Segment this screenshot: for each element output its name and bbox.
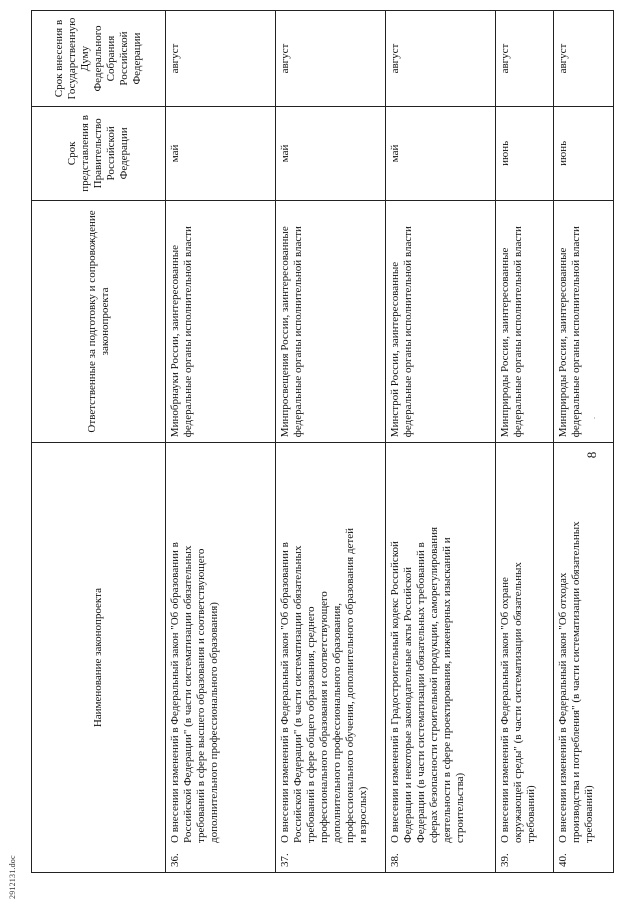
- bill-name: О внесении изменений в Градостроительный кодекс Российской Федерации и некоторые законодательные акты Российской Федерации (в части систематизации обязательных требований в сферах безопасности строительной продукции, саморегулирования деятельности в сфере проектирования, инженерных изысканий и строительства): [389, 526, 466, 843]
- responsible-cell: Минпросвещения России, заинтересованные федеральные органы исполнительной власти: [276, 200, 386, 443]
- duma-deadline-cell: август: [166, 11, 276, 107]
- duma-deadline-cell: август: [276, 11, 386, 107]
- bill-name-cell: [166, 443, 276, 873]
- row-number: 40.: [557, 853, 569, 867]
- table-header-row: [32, 11, 166, 873]
- header-duma-deadline: Срок внесения в Государственную Думу Федерального Собрания Российской Федерации: [32, 11, 166, 107]
- bill-name-cell: [386, 443, 496, 873]
- bill-name-cell: [496, 443, 554, 873]
- bill-name: О внесении изменений в Федеральный закон "Об охране окружающей среды" (в части систематизации обязательных требований): [499, 562, 537, 843]
- bill-name: О внесении изменений в Федеральный закон "Об образовании в Российской Федерации" (в части систематизации обязательных требований в сфере высшего образования и соответствующего дополнительного профессионального образования): [169, 542, 220, 843]
- scan-speck: .: [588, 417, 597, 419]
- gov-deadline-cell: май: [386, 107, 496, 201]
- bill-name-cell: [276, 443, 386, 873]
- bill-name-cell: [554, 443, 614, 873]
- gov-deadline-cell: май: [166, 107, 276, 201]
- gov-deadline-cell: июнь: [496, 107, 554, 201]
- header-bill-name: Наименование законопроекта: [32, 443, 166, 873]
- row-number: 38.: [389, 853, 401, 867]
- table-row: [496, 11, 554, 873]
- row-number: 37.: [279, 853, 291, 867]
- table-row: [386, 11, 496, 873]
- gov-deadline-cell: июнь: [554, 107, 614, 201]
- bill-name: О внесении изменений в Федеральный закон "Об отходах производства и потребления" (в части систематизации обязательных требований): [557, 521, 595, 843]
- table-row: [166, 11, 276, 873]
- table-row: [276, 11, 386, 873]
- responsible-cell: Минприроды России, заинтересованные федеральные органы исполнительной власти: [496, 200, 554, 443]
- row-number: 39.: [499, 853, 511, 867]
- page-number: 8: [584, 451, 599, 459]
- duma-deadline-cell: август: [386, 11, 496, 107]
- responsible-cell: Минприроды России, заинтересованные федеральные органы исполнительной власти: [554, 200, 614, 443]
- bill-name: О внесении изменений в Федеральный закон "Об образовании в Российской Федерации" (в части систематизации обязательных требований в сфере общего образования, среднего профессионального образования и соответствующего дополнительного профессионального образования, профессионального обучения, дополнительного образования детей и взрослых): [279, 528, 369, 843]
- row-number: 36.: [169, 853, 181, 867]
- legislation-plan-table: [31, 10, 614, 873]
- table-row: [554, 11, 614, 873]
- gov-deadline-cell: май: [276, 107, 386, 201]
- responsible-cell: Минстрой России, заинтересованные федеральные органы исполнительной власти: [386, 200, 496, 443]
- file-id-footer: 2912131.doc: [8, 855, 17, 899]
- duma-deadline-cell: август: [554, 11, 614, 107]
- duma-deadline-cell: август: [496, 11, 554, 107]
- header-responsible: Ответственные за подготовку и сопровождение законопроекта: [32, 200, 166, 443]
- responsible-cell: Минобрнауки России, заинтересованные федеральные органы исполнительной власти: [166, 200, 276, 443]
- header-government-deadline: Срок представления в Правительство Российской Федерации: [32, 107, 166, 201]
